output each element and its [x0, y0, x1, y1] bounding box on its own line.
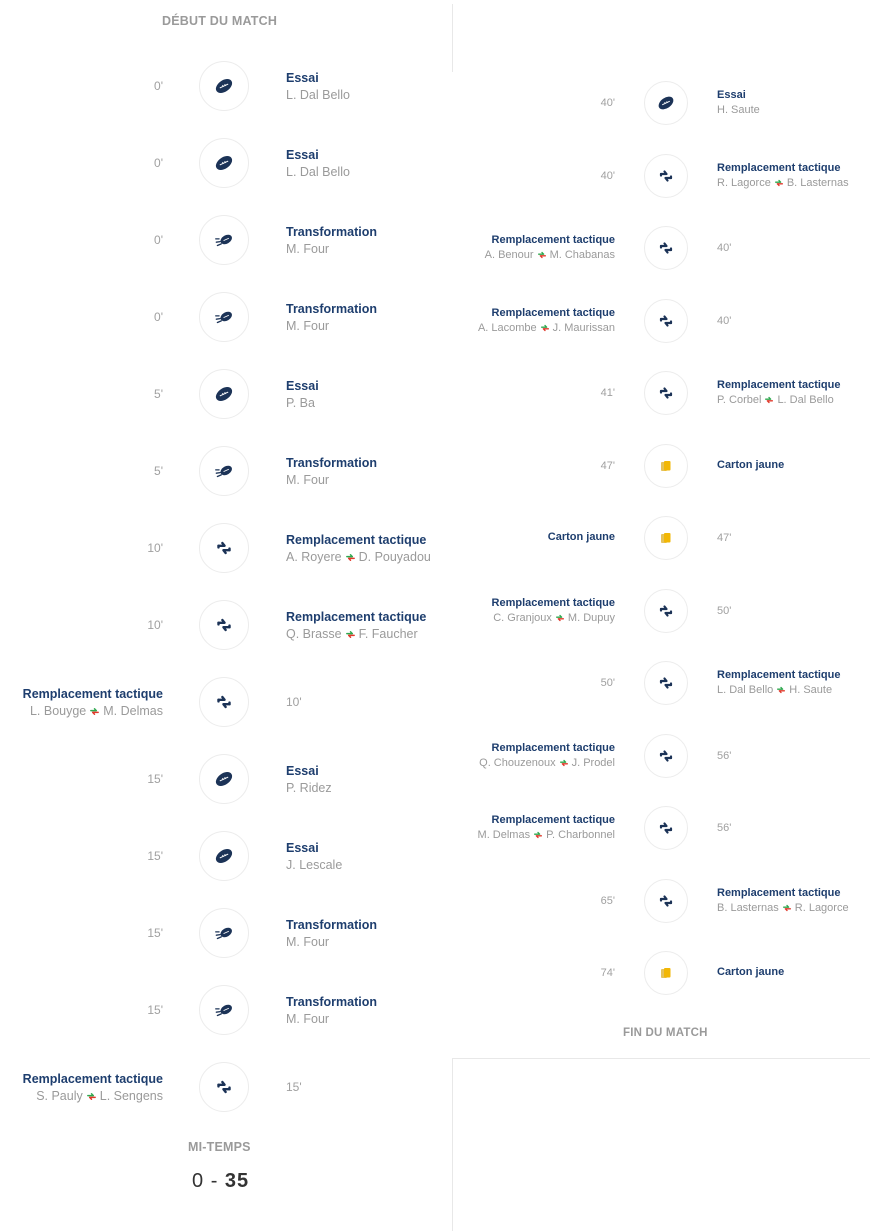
- event-type: Remplacement tactique: [491, 814, 615, 826]
- swap-arrows-icon: [555, 613, 565, 623]
- event-info: [717, 887, 849, 914]
- event-player: L. Dal Bello: [286, 165, 350, 179]
- event-info: [492, 597, 615, 624]
- event-minute: 47': [600, 459, 615, 472]
- kick-icon: [213, 460, 235, 482]
- event-type: Remplacement tactique: [717, 886, 841, 899]
- substitution-icon-badge: [199, 1062, 249, 1112]
- ball-icon-badge: [199, 754, 249, 804]
- swap-arrows-icon: [776, 685, 786, 695]
- event-minute: 56': [717, 822, 732, 834]
- event-info: [286, 533, 431, 564]
- substitution-icon-badge: [644, 154, 688, 198]
- kick-icon: [213, 306, 235, 328]
- yellow-card-icon: [656, 528, 676, 548]
- event-minute: 10': [147, 541, 163, 555]
- event-player: M. Four: [286, 1012, 330, 1026]
- event-info: [717, 966, 784, 978]
- swap-arrows-icon: [764, 395, 774, 405]
- player-out: A. Royere: [286, 550, 342, 564]
- event-info: [23, 687, 163, 718]
- event-player: P. Ridez: [286, 781, 332, 795]
- event-minute: 15': [147, 926, 163, 940]
- substitution-players: [717, 394, 840, 406]
- kick-icon: [213, 922, 235, 944]
- event-info: [286, 225, 377, 256]
- event-info: [286, 764, 332, 795]
- event-info: [286, 302, 377, 333]
- event-info: [717, 162, 849, 189]
- swap-arrows-icon: [537, 250, 547, 260]
- event-minute: 56': [717, 749, 732, 762]
- event-minute: 0': [154, 156, 163, 170]
- kick-icon-badge: [199, 292, 249, 342]
- yellow-card-icon: [656, 456, 676, 476]
- substitution-icon-badge: [644, 734, 688, 778]
- ball-icon-badge: [199, 369, 249, 419]
- event-type: Remplacement tactique: [491, 741, 615, 754]
- event-minute: 0': [154, 233, 163, 247]
- event-info: [717, 89, 760, 116]
- substitution-icon: [656, 311, 676, 331]
- halftime-score: [192, 1170, 249, 1193]
- event-info: [717, 379, 840, 406]
- substitution-icon: [213, 1076, 235, 1098]
- event-player: J. Lescale: [286, 858, 343, 872]
- event-minute: 5': [154, 464, 163, 478]
- event-type: Transformation: [286, 918, 377, 932]
- event-info: [478, 307, 615, 334]
- event-info: [286, 456, 377, 487]
- yellow-card-icon: [656, 963, 676, 983]
- substitution-icon: [213, 537, 235, 559]
- swap-arrows-icon: [533, 830, 543, 840]
- swap-arrows-icon: [86, 1091, 97, 1102]
- player-out: L. Bouyge: [29, 704, 87, 718]
- substitution-icon-badge: [199, 677, 249, 727]
- swap-arrows-icon: [540, 323, 550, 333]
- substitution-players: [717, 177, 849, 189]
- player-out: M. Delmas: [477, 829, 531, 841]
- event-minute: 15': [286, 1080, 302, 1094]
- player-in: P. Charbonnel: [546, 829, 615, 841]
- substitution-icon: [213, 614, 235, 636]
- player-in: B. Lasternas: [786, 176, 849, 189]
- event-type: Remplacement tactique: [22, 1072, 163, 1086]
- event-type: Remplacement tactique: [717, 161, 841, 174]
- kick-icon-badge: [199, 908, 249, 958]
- player-out: P. Corbel: [717, 394, 762, 406]
- player-in: J. Prodel: [571, 756, 615, 769]
- substitution-icon-badge: [644, 299, 688, 343]
- event-info: [286, 995, 377, 1026]
- swap-arrows-icon: [345, 552, 356, 563]
- event-minute: 40': [600, 97, 615, 109]
- player-in: D. Pouyadou: [358, 550, 431, 564]
- player-in: L. Dal Bello: [777, 394, 834, 406]
- ball-icon: [213, 768, 235, 790]
- player-in: M. Chabanas: [549, 249, 615, 261]
- player-in: F. Faucher: [358, 627, 418, 641]
- event-info: [286, 71, 350, 102]
- swap-arrows-icon: [559, 758, 569, 768]
- substitution-icon-badge: [199, 600, 249, 650]
- substitution-players: [717, 684, 840, 696]
- player-in: M. Dupuy: [567, 611, 615, 624]
- player-out: C. Granjoux: [493, 611, 552, 624]
- substitution-icon: [656, 383, 676, 403]
- second-half-timeline: [452, 0, 870, 1231]
- substitution-players: [717, 902, 849, 914]
- ball-icon-badge: [199, 138, 249, 188]
- ball-icon-badge: [199, 61, 249, 111]
- event-type: Transformation: [286, 302, 377, 316]
- event-minute: 41': [600, 387, 615, 399]
- event-info: [479, 742, 615, 769]
- substitution-players: [479, 757, 615, 769]
- event-type: Carton jaune: [717, 458, 785, 471]
- event-type: Essai: [286, 71, 319, 85]
- substitution-players: [492, 612, 615, 624]
- player-out: S. Pauly: [36, 1089, 83, 1103]
- event-minute: 10': [147, 618, 163, 632]
- event-info: [485, 234, 615, 261]
- kick-icon: [213, 229, 235, 251]
- event-type: Carton jaune: [547, 531, 615, 543]
- event-minute: 50': [717, 604, 732, 617]
- substitution-players: [478, 829, 615, 841]
- substitution-players: [286, 550, 431, 564]
- event-minute: 15': [147, 1003, 163, 1017]
- player-in: L. Sengens: [99, 1089, 163, 1103]
- substitution-icon-badge: [199, 523, 249, 573]
- event-minute: 15': [147, 849, 163, 863]
- event-player: M. Four: [286, 319, 330, 333]
- event-minute: 40': [717, 242, 732, 254]
- event-type: Essai: [286, 764, 319, 778]
- yellow-card-icon-badge: [644, 951, 688, 995]
- substitution-icon: [656, 166, 676, 186]
- event-info: [717, 669, 840, 696]
- ball-icon: [213, 75, 235, 97]
- event-type: Essai: [286, 841, 319, 855]
- ball-icon-badge: [199, 831, 249, 881]
- kick-icon-badge: [199, 446, 249, 496]
- player-out: A. Lacombe: [477, 321, 537, 334]
- ball-icon: [213, 845, 235, 867]
- event-info: [286, 918, 377, 949]
- substitution-players: [23, 704, 163, 718]
- event-type: Remplacement tactique: [717, 669, 841, 681]
- halftime-heading: MI-TEMPS: [188, 1140, 251, 1154]
- event-player: M. Four: [286, 935, 330, 949]
- event-minute: 47': [717, 532, 732, 544]
- event-info: [286, 610, 426, 641]
- event-type: Remplacement tactique: [286, 610, 427, 624]
- event-info: [286, 148, 350, 179]
- swap-arrows-icon: [774, 178, 784, 188]
- event-info: [286, 379, 319, 410]
- event-type: Essai: [717, 89, 746, 101]
- event-minute: 74': [600, 967, 615, 979]
- event-type: Transformation: [286, 456, 377, 470]
- event-player: L. Dal Bello: [286, 88, 350, 102]
- event-info: [717, 459, 784, 471]
- event-type: Remplacement tactique: [286, 533, 427, 547]
- player-out: R. Lagorce: [717, 176, 771, 189]
- event-info: [286, 841, 342, 872]
- player-in: J. Maurissan: [552, 321, 615, 334]
- event-type: Remplacement tactique: [491, 306, 615, 319]
- player-in: R. Lagorce: [794, 901, 849, 914]
- substitution-players: [485, 249, 615, 261]
- player-in: M. Delmas: [103, 704, 163, 718]
- substitution-players: [478, 322, 615, 334]
- event-type: Transformation: [286, 225, 377, 239]
- event-type: Essai: [286, 148, 319, 162]
- kick-icon-badge: [199, 985, 249, 1035]
- event-type: Transformation: [286, 995, 377, 1009]
- event-type: Carton jaune: [717, 966, 785, 978]
- player-out: Q. Chouzenoux: [479, 756, 556, 769]
- yellow-card-icon-badge: [644, 516, 688, 560]
- substitution-icon: [656, 238, 676, 258]
- event-info: [478, 814, 615, 841]
- event-minute: 40': [600, 169, 615, 182]
- match-end-heading: FIN DU MATCH: [623, 1027, 708, 1039]
- swap-arrows-icon: [782, 903, 792, 913]
- substitution-icon: [656, 673, 676, 693]
- yellow-card-icon-badge: [644, 444, 688, 488]
- substitution-icon-badge: [644, 371, 688, 415]
- event-type: Essai: [286, 379, 319, 393]
- score-home: 0: [192, 1170, 205, 1192]
- substitution-icon: [656, 891, 676, 911]
- score-away: 35: [224, 1170, 250, 1192]
- event-minute: 40': [717, 314, 732, 327]
- event-type: Remplacement tactique: [717, 379, 841, 391]
- event-type: Remplacement tactique: [22, 687, 163, 701]
- event-minute: 5': [154, 387, 163, 401]
- event-type: Remplacement tactique: [491, 234, 615, 246]
- event-player: M. Four: [286, 242, 330, 256]
- substitution-icon-badge: [644, 661, 688, 705]
- event-minute: 0': [154, 310, 163, 324]
- event-info: [548, 531, 615, 543]
- ball-icon: [656, 93, 676, 113]
- event-minute: 50': [600, 677, 615, 689]
- substitution-icon: [656, 818, 676, 838]
- substitution-players: [286, 627, 426, 641]
- event-minute: 15': [147, 772, 163, 786]
- substitution-players: [23, 1089, 163, 1103]
- player-out: A. Benour: [484, 249, 534, 261]
- swap-arrows-icon: [345, 629, 356, 640]
- substitution-icon-badge: [644, 879, 688, 923]
- event-type: Remplacement tactique: [491, 596, 615, 609]
- ball-icon: [213, 383, 235, 405]
- event-minute: 0': [154, 79, 163, 93]
- event-player: H. Saute: [717, 104, 760, 116]
- swap-arrows-icon: [89, 706, 100, 717]
- event-minute: 10': [286, 695, 302, 709]
- event-player: P. Ba: [286, 396, 315, 410]
- substitution-icon: [656, 746, 676, 766]
- event-minute: 65': [600, 894, 615, 907]
- player-out: B. Lasternas: [717, 901, 779, 914]
- event-info: [23, 1072, 163, 1103]
- ball-icon: [213, 152, 235, 174]
- substitution-icon-badge: [644, 589, 688, 633]
- substitution-icon: [213, 691, 235, 713]
- player-out: L. Dal Bello: [717, 684, 774, 696]
- kick-icon: [213, 999, 235, 1021]
- substitution-icon-badge: [644, 226, 688, 270]
- substitution-icon-badge: [644, 806, 688, 850]
- player-in: H. Saute: [789, 684, 833, 696]
- match-start-heading: DÉBUT DU MATCH: [162, 14, 278, 28]
- player-out: Q. Brasse: [286, 627, 342, 641]
- substitution-icon: [656, 601, 676, 621]
- event-player: M. Four: [286, 473, 330, 487]
- score-separator: -: [210, 1170, 219, 1192]
- ball-icon-badge: [644, 81, 688, 125]
- kick-icon-badge: [199, 215, 249, 265]
